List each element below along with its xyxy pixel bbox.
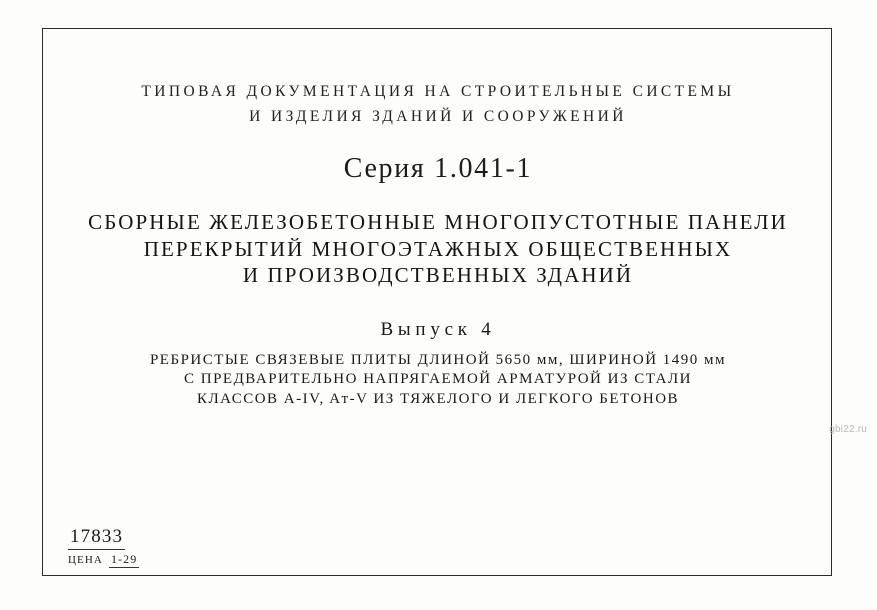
watermark-text: gbi22.ru: [829, 424, 867, 435]
header-block: [62, 82, 814, 127]
header-line-1: ТИПОВАЯ ДОКУМЕНТАЦИЯ НА СТРОИТЕЛЬНЫЕ СИСТЕМЫ: [141, 83, 735, 100]
document-code: 17833: [68, 526, 125, 550]
subtitle-line-1: РЕБРИСТЫЕ СВЯЗЕВЫЕ ПЛИТЫ ДЛИНОЙ 5650 мм, ШИРИНОЙ 1490 мм: [149, 352, 727, 369]
price-value: 1-29: [110, 552, 138, 566]
cover-content: [62, 60, 814, 540]
title-line-1: СБОРНЫЕ ЖЕЛЕЗОБЕТОННЫЕ МНОГОПУСТОТНЫЕ ПАНЕЛИ: [88, 209, 788, 234]
subtitle-block: [62, 351, 814, 409]
price-label: ЦЕНА: [68, 554, 103, 566]
code-block: [68, 526, 139, 568]
title-line-2: ПЕРЕКРЫТИЙ МНОГОЭТАЖНЫХ ОБЩЕСТВЕННЫХ: [143, 236, 733, 261]
series-label: Серия 1.041-1: [343, 152, 533, 184]
price-row: [68, 552, 139, 568]
issue-label: Выпуск 4: [380, 319, 496, 341]
header-line-2: И ИЗДЕЛИЯ ЗДАНИЙ И СООРУЖЕНИЙ: [249, 107, 627, 125]
subtitle-line-2: С ПРЕДВАРИТЕЛЬНО НАПРЯГАЕМОЙ АРМАТУРОЙ ИЗ СТАЛИ: [183, 371, 692, 388]
subtitle-line-3: КЛАССОВ A-IV, Aт-V ИЗ ТЯЖЕЛОГО И ЛЕГКОГО БЕТОНОВ: [196, 390, 680, 407]
title-line-3: И ПРОИЗВОДСТВЕННЫХ ЗДАНИЙ: [242, 263, 634, 288]
title-block: [62, 209, 814, 290]
